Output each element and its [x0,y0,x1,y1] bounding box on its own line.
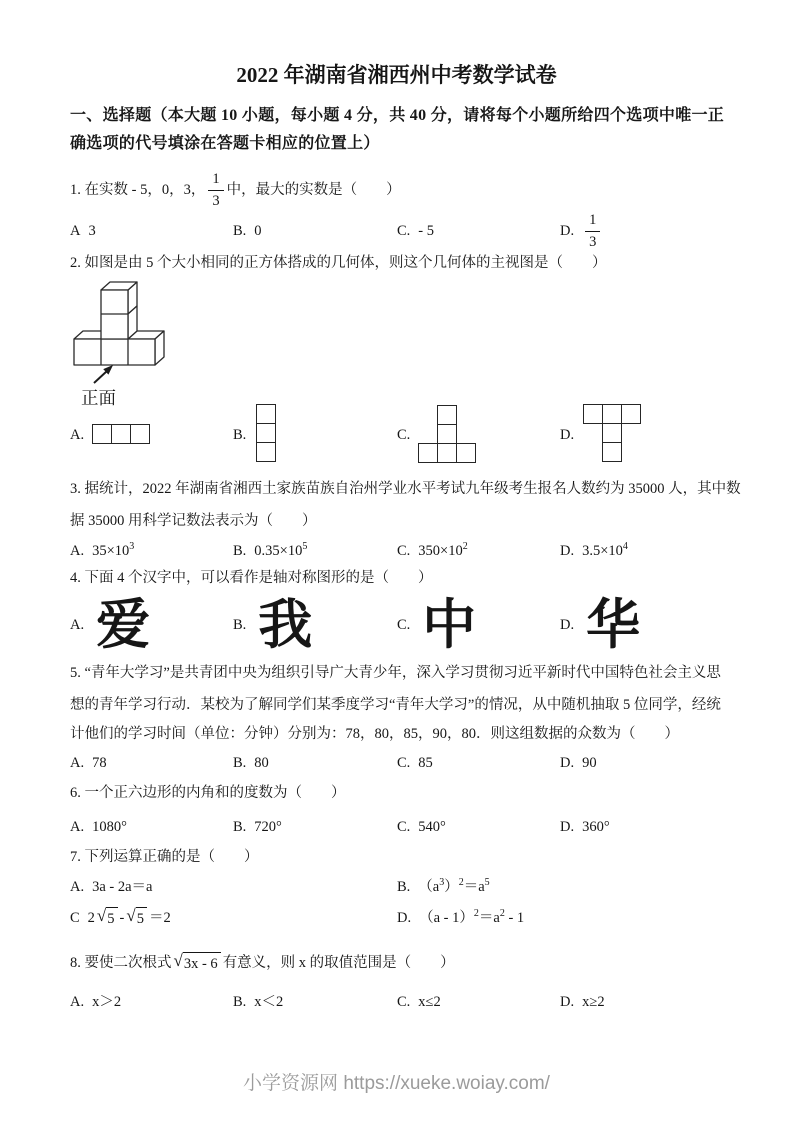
q4-option-c [397,595,476,655]
q3-option-c [397,541,468,561]
question-5-text-line2: 想的青年学习行动．某校为了解同学们某季度学习“青年大学习”的情况，从中随机抽取 5 位同学，经统 [70,697,721,713]
option-text: x≤2 [418,994,441,1010]
option-text: $3.5\times 10^4$ [582,541,628,559]
operator: - [119,910,125,926]
option-text: - 5 [418,223,435,239]
option-label: B. [233,994,247,1010]
option-label: B. [233,543,247,559]
radical-sign: √ [173,951,183,970]
option-label: A. [70,543,85,559]
fraction-denominator: 3 [212,192,220,209]
option-label: B. [233,755,247,771]
section-heading-line1: 一、选择题（本大题 10 小题，每小题 4 分，共 40 分，请将每个小题所给四个选项中唯一正 [70,107,725,124]
radical-expression [174,952,221,974]
question-3-text-line2: 据 35000 用科学记数法表示为（ ） [70,513,317,529]
q6-option-a [70,817,127,837]
coefficient: 2 [87,910,95,926]
q3-option-b [233,541,307,561]
radical-expression [97,907,118,929]
grid-cell [602,404,622,424]
option-label: C. [397,617,411,633]
question-2-text: 2. 如图是由 5 个大小相同的正方体搭成的几何体，则这个几何体的主视图是（ ） [70,255,607,271]
grid-cell [583,404,603,424]
q7-option-b [397,877,490,897]
option-label: C. [397,755,411,771]
option-label: A. [70,879,85,895]
q8-option-b [233,992,283,1012]
grid-cell [256,442,276,462]
option-text: 360° [582,819,610,835]
option-label: D. [560,543,575,559]
q1-text-before: 1. 在实数 - 5，0，3， [70,182,206,198]
option-text: $35\times 10^3$ [92,541,135,559]
q1-option-c [397,209,434,253]
question-5-text-line1: 5. “青年大学习”是共青团中央为组织引导广大青少年，深入学习贯彻习近平新时代中国特色社会主义思 [70,665,721,681]
q8-text-before: 8. 要使二次根式 [70,955,172,971]
grid-cell [92,424,112,444]
q8-option-a [70,992,121,1012]
option-label: B. [397,879,411,895]
candidate-character: 爱 [96,595,151,655]
radical-expression [126,907,147,929]
q1-option-d [560,209,603,253]
q2-option-b-shape [256,404,276,462]
radical-sign: √ [126,906,136,925]
q4-option-b [233,595,312,655]
page-title: 2022 年湖南省湘西州中考数学试卷 [236,63,557,87]
q4-option-a [70,595,150,655]
radicand: 5 [106,907,117,929]
q2-option-d-label: D. [560,427,575,443]
option-label: D. [397,910,412,926]
option-label: C [70,910,80,926]
q3-option-a [70,541,134,561]
cube-stack-figure [70,276,180,408]
option-text: x≥2 [582,994,605,1010]
option-label: D. [560,617,575,633]
question-3-text-line1: 3. 据统计，2022 年湖南省湘西土家族苗族自治州学业水平考试九年级考生报名人数约为 35000 人，其中数 [70,481,741,497]
option-text: 90 [582,755,597,771]
q1-fraction [208,170,223,209]
candidate-character: 华 [586,595,641,655]
grid-cell [130,424,150,444]
q1-option-d-fraction [585,211,600,250]
question-6-options [70,817,722,837]
option-label: C. [397,223,411,239]
q8-text-after: 有意义，则 x 的取值范围是（ ） [222,955,455,971]
option-text: x＞2 [92,994,122,1010]
option-text: 3 [88,223,96,239]
grid-cell [602,442,622,462]
question-8-text [70,948,455,978]
fraction-numerator: 1 [585,211,600,231]
q7-option-a [70,877,153,897]
q4-option-d [560,595,640,655]
grid-cell [437,405,457,425]
option-text: 3a - 2a＝a [92,879,153,895]
candidate-character: 我 [258,595,313,655]
grid-cell [437,424,457,444]
question-5-text-line3: 计他们的学习时间（单位：分钟）分别为：78，80，85，90，80．则这组数据的众数为（ ） [70,726,679,742]
front-view-arrow [94,366,112,383]
q1-option-a [70,209,96,253]
option-label: B. [233,223,247,239]
option-label: A [70,223,81,239]
q1-option-b [233,209,262,253]
radicand: 5 [136,907,147,929]
question-3-options [70,541,722,561]
radicand: 3x - 6 [183,952,221,974]
q2-option-d-shape [583,404,641,462]
question-7-options-row2 [70,905,722,931]
radical-sign: √ [96,906,107,925]
option-text: 1080° [92,819,127,835]
fraction-numerator: 1 [208,170,223,190]
q2-option-b-label: B. [233,427,247,443]
q6-option-d [560,817,610,837]
grid-cell [111,424,131,444]
q2-option-a-label: A. [70,427,85,443]
option-text: 540° [418,819,446,835]
option-label: C. [397,819,411,835]
q5-option-a [70,753,107,773]
q5-option-c [397,753,433,773]
option-label: D. [560,819,575,835]
option-label: D. [560,755,575,771]
option-label: A. [70,994,85,1010]
grid-cell [256,423,276,443]
q2-option-c-label: C. [397,427,411,443]
question-6-text: 6. 一个正六边形的内角和的度数为（ ） [70,785,346,801]
option-label: B. [233,819,247,835]
question-4-options [70,595,722,655]
question-1-options [70,209,722,253]
option-text: $350\times 10^2$ [418,541,468,559]
option-label: A. [70,755,85,771]
grid-cell [437,443,457,463]
question-1-text [70,167,401,213]
option-label: D. [560,994,575,1010]
grid-cell [456,443,476,463]
question-7-text: 7. 下列运算正确的是（ ） [70,849,259,865]
option-label: B. [233,617,247,633]
option-label: C. [397,543,411,559]
option-text: 80 [254,755,269,771]
option-label: C. [397,994,411,1010]
section-heading-line2: 确选项的代号填涂在答题卡相应的位置上） [70,135,380,152]
option-text: 0 [254,223,262,239]
grid-cell [256,404,276,424]
front-view-label: 正面 [81,388,116,408]
q8-option-c [397,992,441,1012]
option-label: A. [70,819,85,835]
candidate-character: 中 [422,595,477,655]
grid-cell [418,443,438,463]
q8-option-d [560,992,605,1012]
option-text: $(a^3)^2=a^5$ [418,877,490,895]
question-5-options [70,753,722,773]
option-text: 85 [418,755,433,771]
q2-option-a-shape [92,424,150,444]
option-text: x＜2 [254,994,284,1010]
question-7-options-row1 [70,877,722,897]
option-label: A. [70,617,85,633]
grid-cell [621,404,641,424]
q6-option-c [397,817,446,837]
q6-option-b [233,817,282,837]
option-text: 78 [92,755,107,771]
watermark-footer: 小学资源网 https://xueke.woiay.com/ [243,1073,550,1094]
q7-option-d [397,905,524,931]
option-text: $0.35\times 10^5$ [254,541,308,559]
q5-option-d [560,753,597,773]
equality: ＝2 [148,910,171,926]
grid-cell [602,423,622,443]
option-text: 720° [254,819,282,835]
fraction-denominator: 3 [589,233,597,250]
question-4-text: 4. 下面 4 个汉字中，可以看作是轴对称图形的是（ ） [70,570,433,586]
cube-front-face [74,339,155,365]
option-label: D. [560,223,575,239]
question-2-options [70,400,722,470]
q1-text-after: 中，最大的实数是（ ） [226,182,401,198]
q7-option-c [70,905,171,931]
q3-option-d [560,541,628,561]
question-8-options [70,992,722,1012]
q5-option-b [233,753,269,773]
q2-option-c-shape [418,405,476,463]
option-text: $(a - 1)^2=a^2 - 1$ [419,908,525,926]
